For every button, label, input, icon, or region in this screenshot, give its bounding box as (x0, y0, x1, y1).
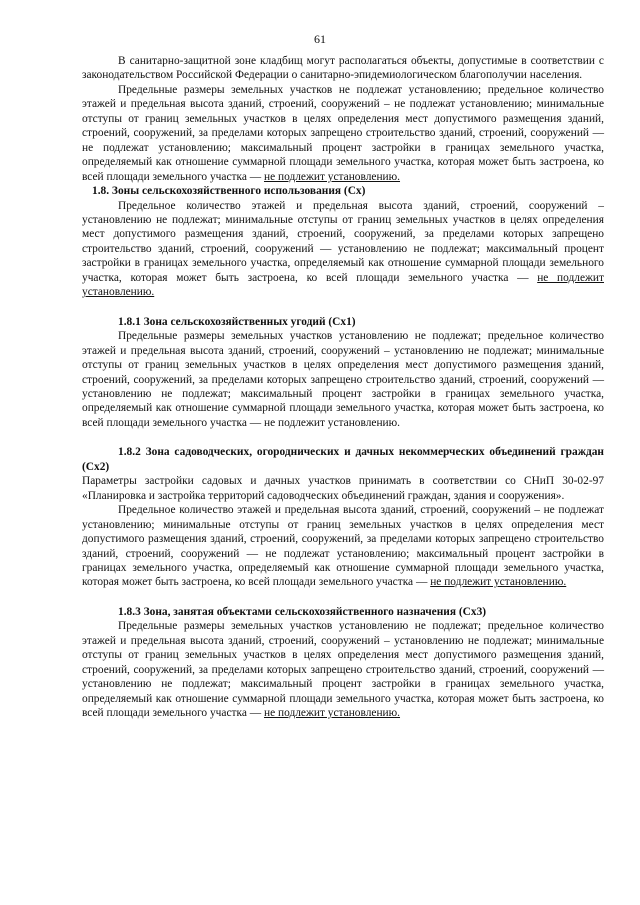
paragraph-text: Предельное количество этажей и предельная высота зданий, строений, сооружений – не подлежат установлению; минимальные отступы от границ земельных участков в целях определения мест допустимого размещения зданий, строений, сооружений, за пределами которых запрещено строительство зданий, строений, сооружений — не подлежат установлению; максимальный процент застройки в границах земельного участка, определяемый как отношение суммарной площади земельного участка, которая может быть застроена, ко всей площади земельного участка — (82, 504, 604, 589)
paragraph-text: Параметры застройки садовых и дачных участков принимать в соответствии со СНиП 30-02-97 «Планировка и застройка территорий садоводческих объединений граждан, здания и сооружения». (82, 475, 604, 502)
underlined-conclusion: не подлежит установлению. (430, 576, 567, 589)
underlined-conclusion: не подлежит установлению. (263, 170, 401, 183)
paragraph-garden-plots-snip (82, 474, 604, 503)
paragraph-text: Предельные размеры земельных участков установлению не подлежат; предельное количество этажей и предельная высота зданий, строений, сооружений – установлению не подлежат; минимальные отступы от границ земельных участков в целях определения мест допустимого размещения зданий, строений, сооружений, за пределами которых запрещено строительство зданий, строений, сооружений — установлению не подлежат; максимальный процент застройки в границах земельного участка, определяемый как отношение суммарной площади земельного участка, которая может быть застроена, ко всей площади земельного участка — (82, 620, 604, 720)
paragraph-agricultural-objects (82, 619, 604, 720)
paragraph-text: Предельные размеры земельных участков не подлежат установлению; предельное количество этажей и предельная высота зданий, строений, сооружений – не подлежат установлению; минимальные отступы от границ земельных участков в целях определения мест допустимого размещения зданий, строений, сооружений, за пределами которых запрещено строительство зданий, строений, сооружений — не подлежат установлению; максимальный процент застройки в границах земельного участка, определяемый как отношение суммарной площади земельного участка, которая может быть застроена, ко всей площади земельного участка — (82, 83, 604, 183)
section-heading-1-8-1: 1.8.1 Зона сельскохозяйственных угодий (Сх1) (118, 315, 356, 328)
paragraph-sanitary-zone: В санитарно-защитной зоне кладбищ могут располагаться объекты, допустимые в соответствии с законодательством Российской Федерации о санитарно-эпидемиологическом благополучии населения. (82, 55, 604, 82)
underlined-conclusion: не подлежит установлению. (82, 271, 604, 299)
page-number: 61 (314, 32, 326, 46)
paragraph-agricultural-land: Предельные размеры земельных участков установлению не подлежат; предельное количество этажей и предельная высота зданий, строений, сооружений – установлению не подлежат; минимальные отступы от границ земельных участков в целях определения мест допустимого размещения зданий, строений, сооружений, за пределами которых запрещено строительство зданий, строений, сооружений — установлению не подлежат; максимальный процент застройки в границах земельного участка, определяемый как отношение суммарной площади земельного участка, которая может быть застроена, ко всей площади земельного участка — не подлежит установлению. (82, 330, 604, 429)
section-heading-1-8-2: 1.8.2 Зона садоводческих, огороднических и дачных некоммерческих объединений граждан (Сх2) (82, 446, 604, 473)
paragraph-agricultural-zones (82, 199, 604, 300)
section-heading-1-8-3: 1.8.3 Зона, занятая объектами сельскохозяйственного назначения (Сх3) (118, 605, 487, 618)
page-content (82, 54, 604, 720)
section-heading-1-8: 1.8. Зоны сельскохозяйственного использования (Сх) (92, 185, 366, 198)
paragraph-text: Предельное количество этажей и предельная высота зданий, строений, сооружений – установлению не подлежат; минимальные отступы от границ земельных участков в целях определения мест допустимого размещения зданий, строений, сооружений, за пределами которых запрещено строительство зданий, строений, сооружений — установлению не подлежат; максимальный процент застройки в границах земельного участка, определяемый как отношение суммарной площади земельного участка, которая может быть застроена, ко всей площади земельного участка — (82, 199, 604, 284)
paragraph-garden-parameters (82, 503, 604, 590)
paragraph-cemetery-parameters (82, 83, 604, 184)
underlined-conclusion: не подлежит установлению. (263, 707, 401, 720)
